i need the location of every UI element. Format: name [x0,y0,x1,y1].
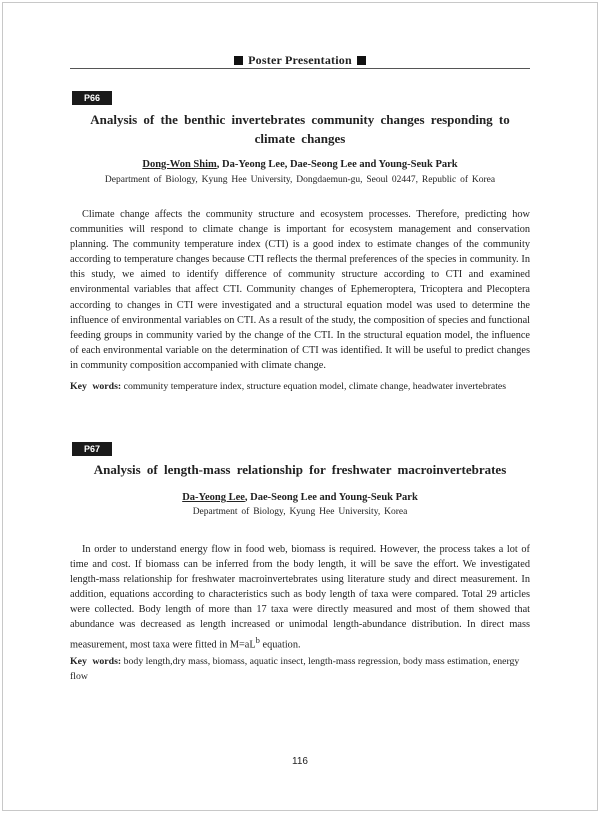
page-number: 116 [292,756,308,767]
poster-abstract-p66: Climate change affects the community structure and ecosystem processes. Therefore, predicting how communities will respond to climate change is important for ecosystem management and conservation planning. The community temperature index (CTI) is a good index to estimate changes of the community according to temperature changes because CTI reflects the thermal preferences of the species in community. In this study, we aimed to identify difference of community structure according to CTI and examined environmental variables that affect CTI. Community changes of Ephemeroptera, Tricoptera and Plecoptera according to changes in CTI were investigated and a structural equation model was used to determine the influence of environmental variables on CTI. As a result of the study, the composition of species and functional feeding groups in community varied by the change of the CTI. In the structural equation model, the influence of each environmental variable on the determination of CTI was identified. It will be useful to predict changes in community composition accompanied with climate change. [70,209,530,371]
section-header [0,53,600,68]
header-rule [70,68,530,69]
square-bullet-icon [357,56,366,65]
poster-authors-p67 [70,492,530,503]
keywords-text: body length,dry mass, biomass, aquatic insect, length-mass regression, body mass estimation, energy flow [70,656,520,682]
poster-affiliation-p66: Department of Biology, Kyung Hee University, Dongdaemun-gu, Seoul 02447, Republic of Korea [104,175,496,185]
abstract-body: In order to understand energy flow in food web, biomass is required. However, the process takes a lot of time and cost. If biomass can be inferred from the body length, it will be save the effort. We investigated length-mass relationship for freshwater macroinvertebrates using literature study and direct measurement. In addition, equations according to characteristics such as body length of taxa were compared. Total 29 articles were collected. Body length of more than 17 taxa were directly measured and most of them showed that abundance was decreased as length increased or unimodal length-abundance distribution. In direct mass measurement, most taxa were fitted in M=aL [70,544,530,650]
poster-abstract-p67 [70,542,530,652]
poster-tag-p67: P67 [72,442,112,456]
first-author: Da-Yeong Lee [182,492,245,503]
exponent-b: b [255,634,260,645]
co-authors: , Da-Yeong Lee, Dae-Seong Lee and Young-Seuk Park [216,159,458,170]
header-label: Poster Presentation [248,53,352,67]
poster-affiliation-p67: Department of Biology, Kyung Hee University, Korea [192,507,408,517]
first-author: Dong-Won Shim [142,159,217,170]
keywords-label: Key words: [70,381,122,392]
poster-tag-p66: P66 [72,91,112,105]
poster-title-p67: Analysis of length-mass relationship for freshwater macroinvertebrates [93,462,507,477]
square-bullet-icon [234,56,243,65]
co-authors: , Dae-Seong Lee and Young-Seuk Park [244,492,418,503]
keywords-label: Key words: [70,656,122,667]
poster-title-p66: Analysis of the benthic invertebrates community changes responding to climate changes [90,112,510,146]
poster-keywords-p66 [70,380,530,395]
keywords-text: community temperature index, structure equation model, climate change, headwater invertebrates [123,381,507,392]
abstract-end: equation. [259,638,301,650]
poster-authors-p66 [70,159,530,170]
poster-keywords-p67 [70,655,530,684]
